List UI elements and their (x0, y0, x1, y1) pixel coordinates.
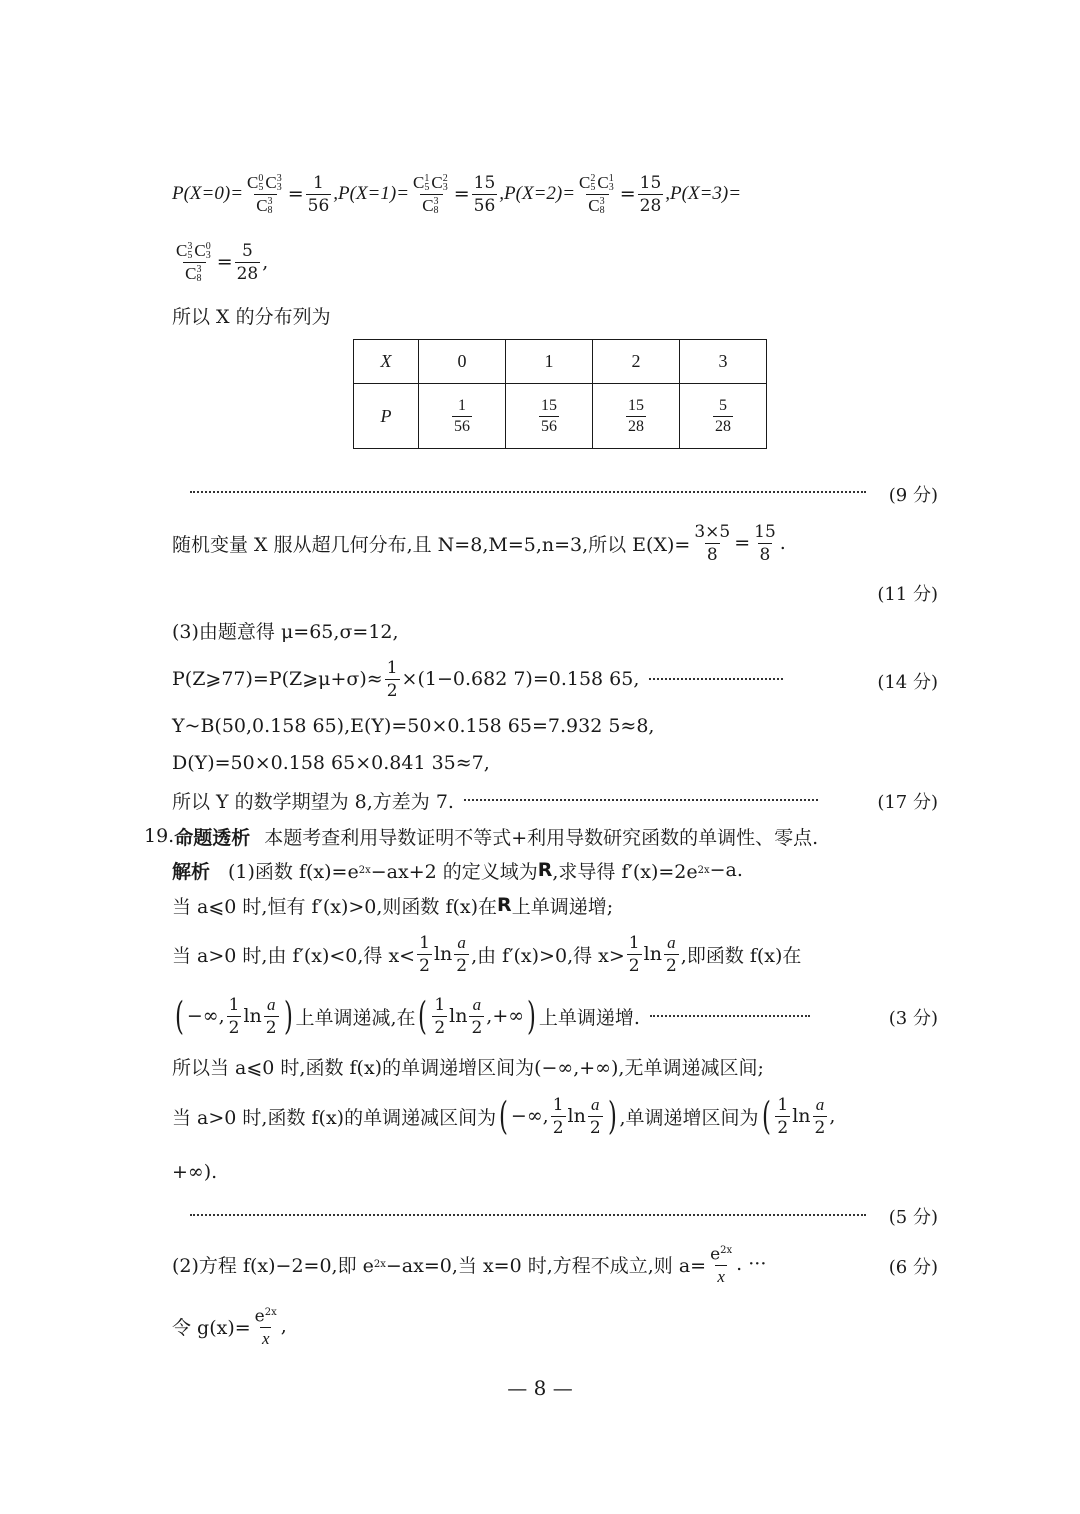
score-6: (6 分) (888, 1257, 938, 1278)
table-cell: $\frac{5}{28}$ (680, 384, 767, 449)
question-19-label: 命题透析 (174, 826, 251, 849)
interval-line: ( −∞, $\frac{1}{2}$ ln $\frac{a}{2}$ ) 上单调递减,在 ( $\frac{1}{2}$ ln $\frac{a}{2}$ ,+∞ ) 上单调递增. (172, 990, 940, 1042)
dotted-leader (190, 491, 866, 493)
p-x3-result: $\frac{5}{28}$ (236, 240, 259, 284)
p-x2-comb-fraction: C 2 5 C 1 3 C 3 8 (579, 172, 614, 216)
summary-line-1: 所以当 a⩽0 时,函数 f(x)的单调递增区间为(−∞,+∞),无单调递减区间; (172, 1056, 764, 1079)
score-9: (9 分) (888, 485, 938, 506)
score-5: (5 分) (888, 1207, 938, 1228)
let-line: 令 g(x)= $\frac{e^{2x}}{x}$ , (172, 1306, 287, 1349)
table-row-label: P (354, 384, 419, 449)
score-17: (17 分) (877, 792, 938, 813)
table-cell: $\frac{15}{56}$ (506, 384, 593, 449)
probability-line-1: P(X=0)= C 0 5 C 3 3 C 3 8 = $\frac{1}{56}$ ,P(X=1)= C 1 5 C 2 3 C 3 8 = $\frac{15}{56}$ ,P(X=2)= C 2 5 C 1 3 C 3 8 = $\frac{15}{28}$ ,P(X=3)= (172, 172, 742, 216)
table-header-cell: 3 (680, 340, 767, 384)
summary-line-3: +∞). (172, 1161, 218, 1183)
dotted-leader (464, 799, 818, 801)
part3-line: (3)由题意得 μ=65,σ=12, (172, 620, 399, 643)
jiexi-label: 解析 (172, 860, 211, 883)
table-row (354, 384, 767, 449)
table-cell: $\frac{15}{28}$ (593, 384, 680, 449)
expectation-result: $\frac{15}{8}$ (754, 521, 776, 565)
dotted-leader (650, 1015, 810, 1017)
score-11: (11 分) (877, 584, 938, 605)
y-binomial-line: Y~B(50,0.158 65),E(Y)=50×0.158 65=7.932 5≈8, (172, 715, 655, 737)
summary-line-2: 当 a>0 时,函数 f(x)的单调递减区间为 ( −∞, $\frac{1}{2}$ ln $\frac{a}{2}$ ) ,单调递增区间为 ( $\frac{1}{2}$ ln $\frac{a}{2}$ , (172, 1094, 836, 1138)
table-header-cell: 0 (419, 340, 506, 384)
p-x3-comb-fraction: C 3 5 C 0 3 C 3 8 (176, 240, 211, 284)
score-14: (14 分) (877, 672, 938, 693)
p-x2-result: $\frac{15}{28}$ (639, 172, 662, 216)
case2-line: 当 a>0 时,由 f′(x)<0,得 x< $\frac{1}{2}$ ln $\frac{a}{2}$ ,由 f′(x)>0,得 x> $\frac{1}{2}$ ln $\frac{a}{2}$ ,即函数 f(x)在 (172, 932, 802, 976)
probability-line-2: C 3 5 C 0 3 C 3 8 = $\frac{5}{28}$ , (176, 240, 269, 284)
table-header-row (354, 340, 767, 384)
p-x1-comb-fraction: C 1 5 C 2 3 C 3 8 (413, 172, 448, 216)
p-x3-label: ,P(X=3)= (665, 183, 742, 204)
p-x2-label: ,P(X=2)= (499, 183, 576, 204)
table-cell: $\frac{1}{56}$ (419, 384, 506, 449)
expectation-line: 所以 Y 的数学期望为 8,方差为 7. (172, 786, 940, 814)
question-19-header: 19. 命题透析 本题考查利用导数证明不等式+利用导数研究函数的单调性、零点. (144, 822, 940, 850)
pz-line: P(Z⩾77)=P(Z⩾μ+σ)≈ $\frac{1}{2}$ ×(1−0.682 7)=0.158 65, (172, 654, 940, 704)
p-x1-result: $\frac{15}{56}$ (473, 172, 496, 216)
dotted-leader (649, 678, 783, 680)
distribution-table (353, 339, 767, 449)
dotted-leader (190, 1214, 866, 1216)
part2-line: (2)方程 f(x)−2=0,即 e 2x −ax=0,当 x=0 时,方程不成立,则 a= $\frac{e^{2x}}{x}$ . ··· (172, 1244, 767, 1287)
page-number: — 8 — (507, 1376, 573, 1400)
hypergeometric-line: 随机变量 X 服从超几何分布,且 N=8,M=5,n=3,所以 E(X)= $\frac{3\times 5}{8}$ = $\frac{15}{8}$ . (172, 521, 786, 565)
case1-line: 当 a⩽0 时,恒有 f′(x)>0,则函数 f(x)在 R 上单调递增; (172, 894, 614, 918)
p-x0-comb-fraction: C 0 5 C 3 3 C 3 8 (247, 172, 282, 216)
distribution-intro: 所以 X 的分布列为 (172, 305, 331, 328)
variance-line: D(Y)=50×0.158 65×0.841 35≈7, (172, 752, 490, 774)
half-fraction: $\frac{1}{2}$ (386, 657, 398, 701)
table-header-cell: X (354, 340, 419, 384)
jiexi-line: 解析 (1)函数 f(x)=e 2x −ax+2 的定义域为 R ,求导得 f′(x)=2e 2x −a. (172, 856, 940, 884)
p-x0-result: $\frac{1}{56}$ (307, 172, 330, 216)
table-header-cell: 2 (593, 340, 680, 384)
table-header-cell: 1 (506, 340, 593, 384)
p-x0-label: P(X=0)= (172, 183, 244, 204)
score-3: (3 分) (888, 1008, 938, 1029)
expectation-fraction: $\frac{3\times 5}{8}$ (694, 521, 731, 565)
p-x1-label: ,P(X=1)= (333, 183, 410, 204)
